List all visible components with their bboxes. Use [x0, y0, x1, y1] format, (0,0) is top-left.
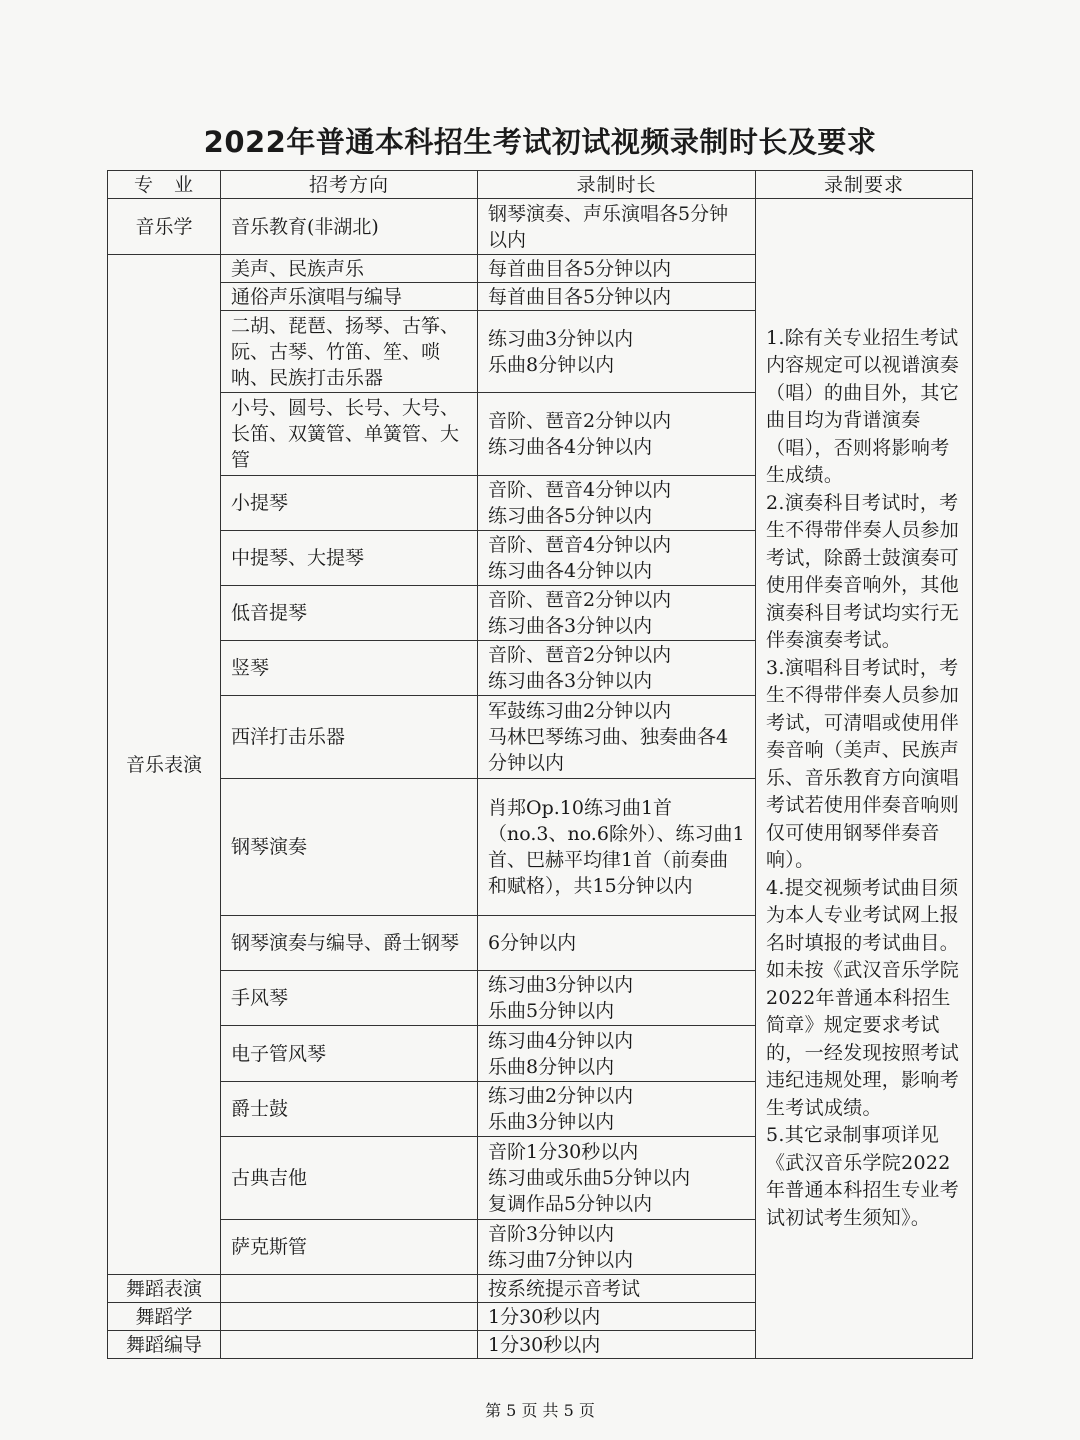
- duration-cell: 音阶、琶音4分钟以内 练习曲各5分钟以内: [478, 476, 756, 531]
- direction-cell: 小号、圆号、长号、大号、长笛、双簧管、单簧管、大管: [221, 393, 478, 476]
- direction-cell: 萨克斯管: [221, 1220, 478, 1275]
- direction-cell: 二胡、琵琶、扬琴、古筝、阮、古琴、竹笛、笙、唢呐、民族打击乐器: [221, 311, 478, 393]
- duration-cell: 每首曲目各5分钟以内: [478, 255, 756, 283]
- duration-cell: 音阶1分30秒以内 练习曲或乐曲5分钟以内 复调作品5分钟以内: [478, 1137, 756, 1220]
- duration-cell: 音阶、琶音2分钟以内 练习曲各3分钟以内: [478, 586, 756, 641]
- direction-cell: 手风琴: [221, 971, 478, 1026]
- duration-cell: 钢琴演奏、声乐演唱各5分钟以内: [478, 199, 756, 255]
- requirement-item: 3.演唱科目考试时，考生不得带伴奏人员参加考试，可清唱或使用伴奏音响（美声、民族声乐、音乐教育方向演唱考试若使用伴奏音响则仅可使用钢琴伴奏音响）。: [766, 656, 960, 872]
- table-row: [108, 199, 973, 255]
- requirements-table: [107, 170, 973, 1359]
- direction-cell: 爵士鼓: [221, 1082, 478, 1137]
- major-cell: 音乐表演: [108, 255, 221, 1275]
- page-title: 2022年普通本科招生考试初试视频录制时长及要求: [203, 125, 877, 159]
- duration-cell: 6分钟以内: [478, 916, 756, 971]
- duration-cell: 肖邦Op.10练习曲1首（no.3、no.6除外）、练习曲1首、巴赫平均律1首（前奏曲和赋格），共15分钟以内: [478, 779, 756, 916]
- direction-cell: 电子管风琴: [221, 1026, 478, 1082]
- requirements-cell: [756, 199, 973, 1359]
- duration-cell: 1分30秒以内: [478, 1303, 756, 1331]
- direction-cell: [221, 1331, 478, 1359]
- major-cell: 舞蹈编导: [108, 1331, 221, 1359]
- requirement-item: 2.演奏科目考试时，考生不得带伴奏人员参加考试，除爵士鼓演奏可使用伴奏音响外，其他演奏科目考试均实行无伴奏演奏考试。: [766, 491, 960, 652]
- direction-cell: [221, 1275, 478, 1303]
- duration-cell: 练习曲2分钟以内 乐曲3分钟以内: [478, 1082, 756, 1137]
- duration-cell: 练习曲3分钟以内 乐曲5分钟以内: [478, 971, 756, 1026]
- direction-cell: 钢琴演奏: [221, 779, 478, 916]
- header-duration: 录制时长: [478, 171, 756, 199]
- duration-cell: 音阶3分钟以内 练习曲7分钟以内: [478, 1220, 756, 1275]
- direction-cell: 西洋打击乐器: [221, 696, 478, 779]
- header-direction: 招考方向: [221, 171, 478, 199]
- direction-cell: 古典吉他: [221, 1137, 478, 1220]
- duration-cell: 音阶、琶音2分钟以内 练习曲各4分钟以内: [478, 393, 756, 476]
- direction-cell: 通俗声乐演唱与编导: [221, 283, 478, 311]
- direction-cell: 竖琴: [221, 641, 478, 696]
- direction-cell: [221, 1303, 478, 1331]
- direction-cell: 中提琴、大提琴: [221, 531, 478, 586]
- direction-cell: 美声、民族声乐: [221, 255, 478, 283]
- requirement-item: 5.其它录制事项详见《武汉音乐学院2022年普通本科招生专业考试初试考生须知》。: [766, 1124, 960, 1229]
- major-cell: 舞蹈学: [108, 1303, 221, 1331]
- header-major: 专 业: [108, 171, 221, 199]
- major-cell: 音乐学: [108, 199, 221, 255]
- direction-cell: 钢琴演奏与编导、爵士钢琴: [221, 916, 478, 971]
- duration-cell: 每首曲目各5分钟以内: [478, 283, 756, 311]
- header-requirements: 录制要求: [756, 171, 973, 199]
- major-cell: 舞蹈表演: [108, 1275, 221, 1303]
- duration-cell: 音阶、琶音4分钟以内 练习曲各4分钟以内: [478, 531, 756, 586]
- page-number: 第 5 页 共 5 页: [485, 1401, 595, 1420]
- duration-cell: 练习曲3分钟以内 乐曲8分钟以内: [478, 311, 756, 393]
- duration-cell: 军鼓练习曲2分钟以内 马林巴琴练习曲、独奏曲各4分钟以内: [478, 696, 756, 779]
- direction-cell: 小提琴: [221, 476, 478, 531]
- direction-cell: 音乐教育(非湖北): [221, 199, 478, 255]
- requirement-item: 1.除有关专业招生考试内容规定可以视谱演奏（唱）的曲目外，其它曲目均为背谱演奏（唱），否则将影响考生成绩。: [766, 326, 960, 487]
- requirement-item: 4.提交视频考试曲目须为本人专业考试网上报名时填报的考试曲目。如未按《武汉音乐学院2022年普通本科招生简章》规定要求考试的，一经发现按照考试违纪违规处理，影响考生考试成绩。: [766, 876, 960, 1119]
- direction-cell: 低音提琴: [221, 586, 478, 641]
- duration-cell: 1分30秒以内: [478, 1331, 756, 1359]
- duration-cell: 按系统提示音考试: [478, 1275, 756, 1303]
- duration-cell: 练习曲4分钟以内 乐曲8分钟以内: [478, 1026, 756, 1082]
- duration-cell: 音阶、琶音2分钟以内 练习曲各3分钟以内: [478, 641, 756, 696]
